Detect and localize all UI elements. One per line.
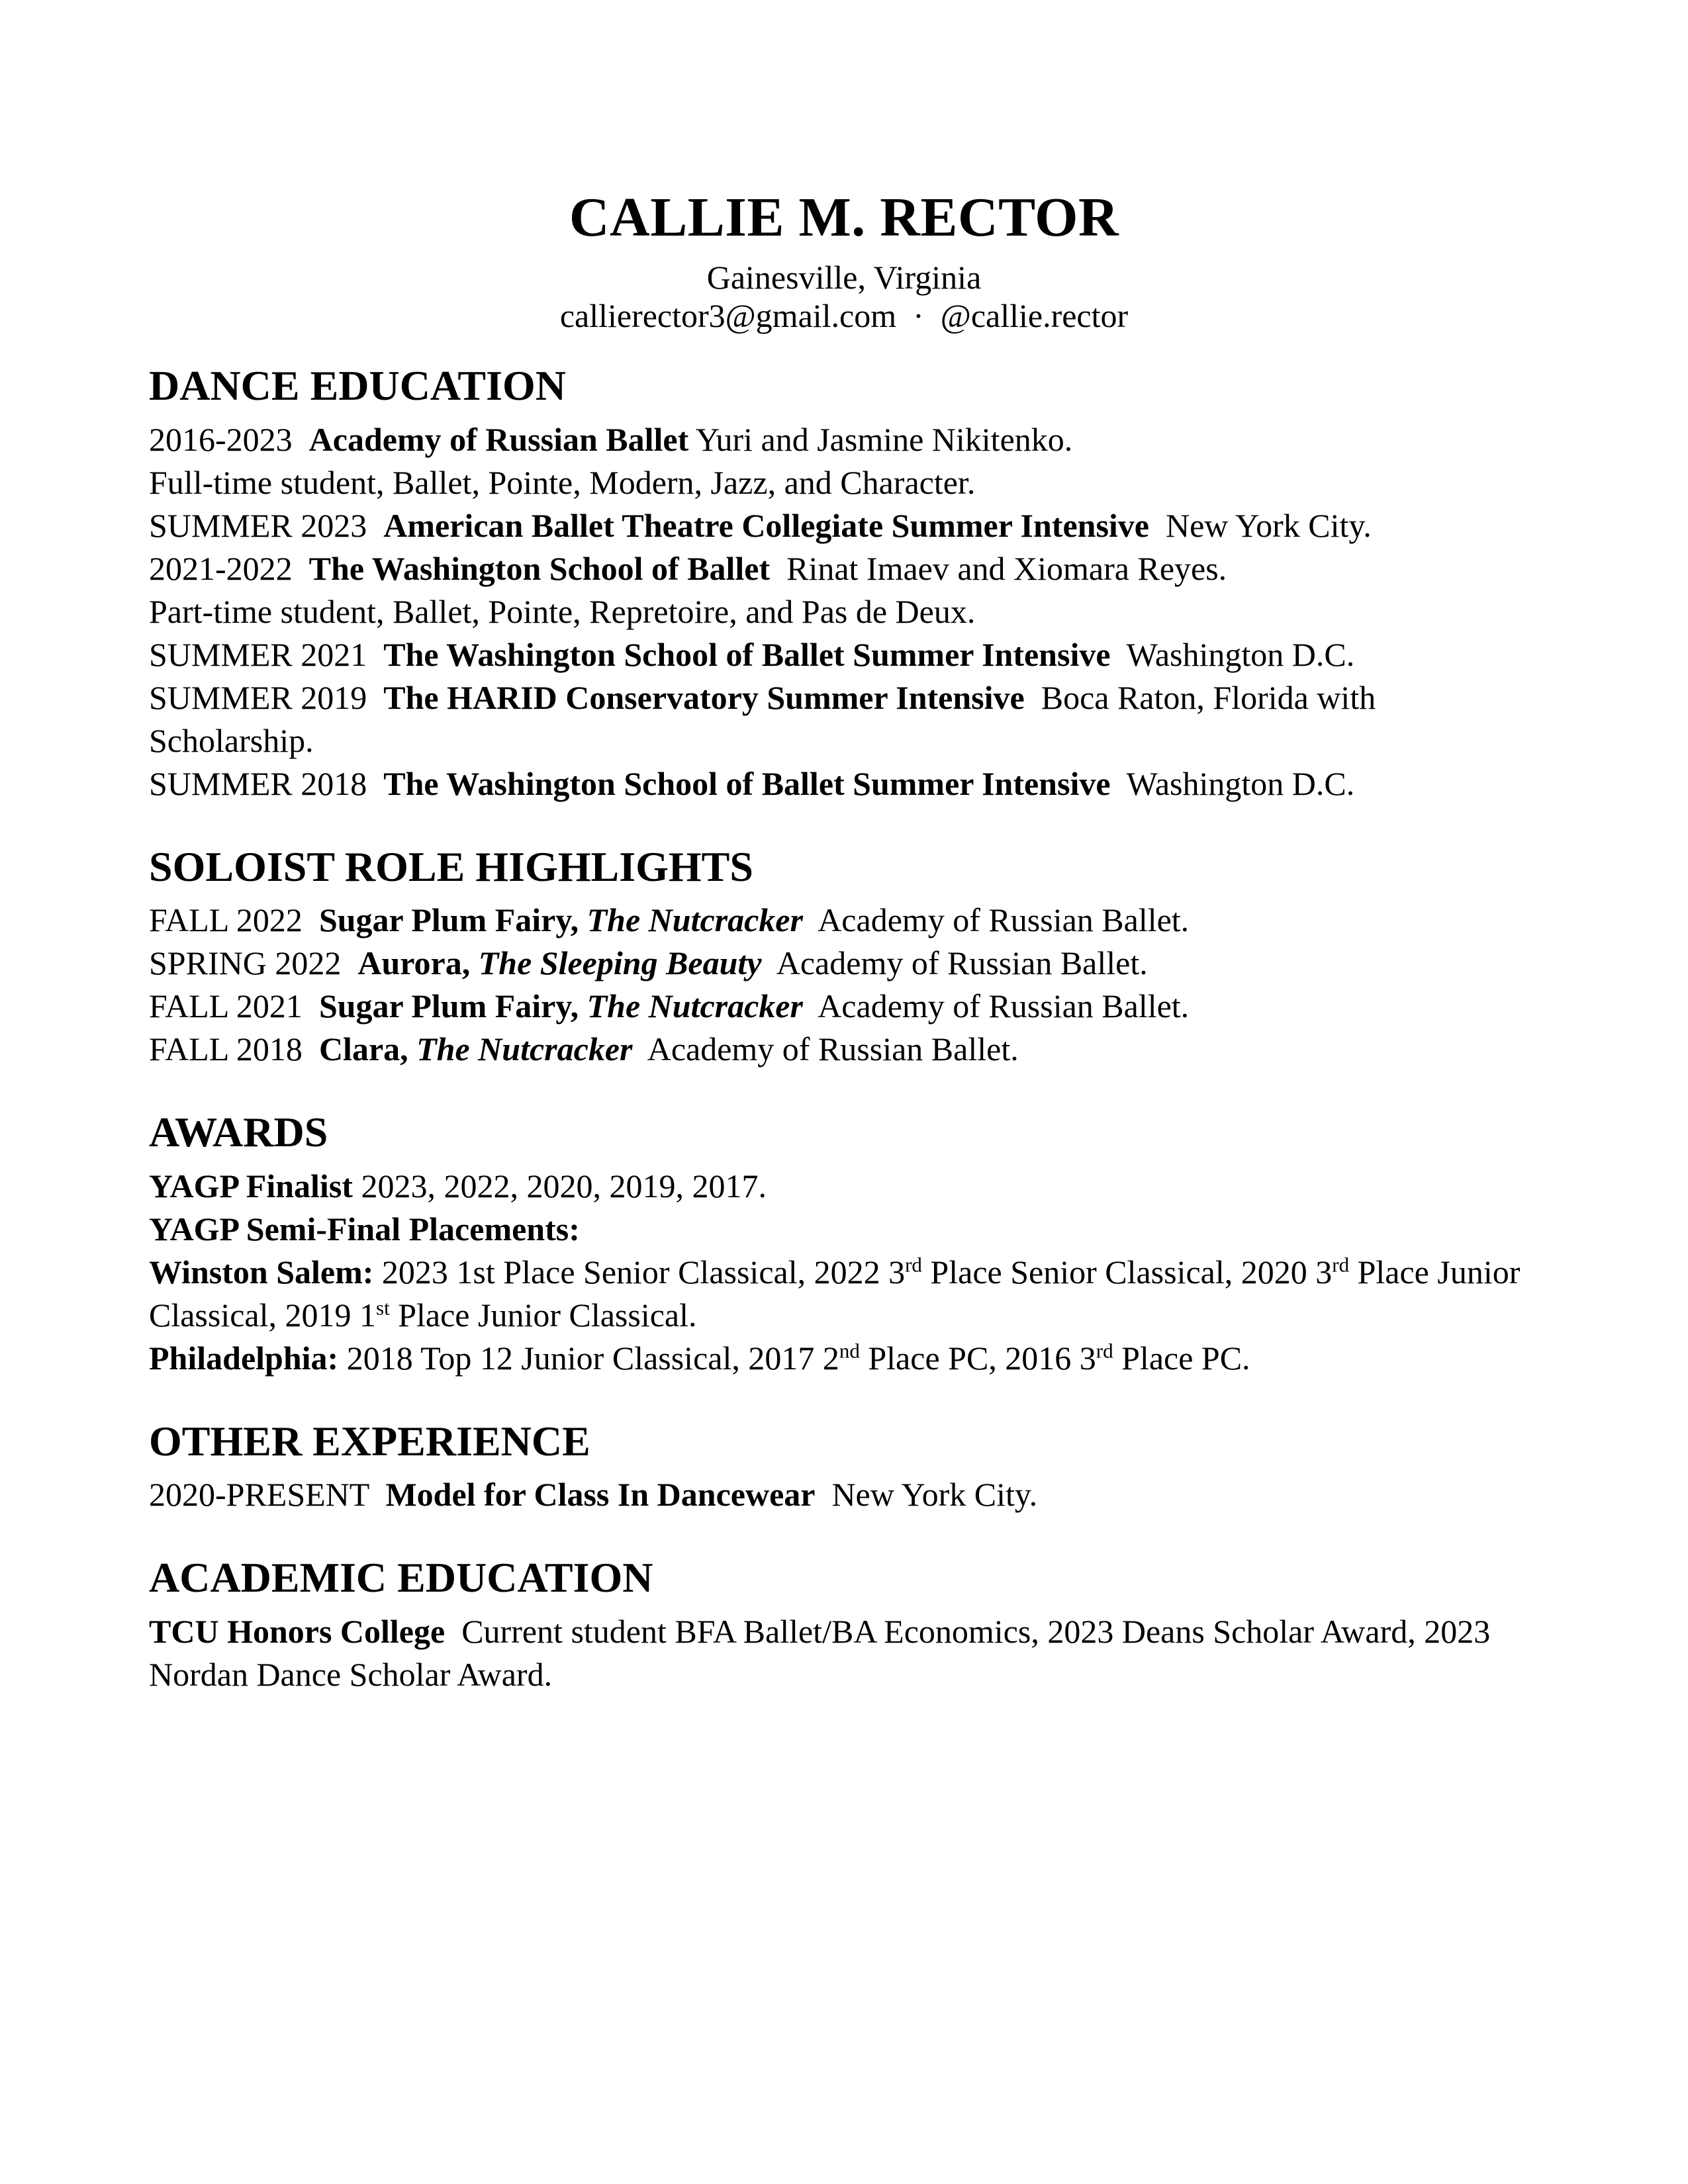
resume-line bbox=[149, 985, 1539, 1028]
text-segment: The Nutcracker bbox=[586, 901, 803, 939]
resume-line bbox=[149, 942, 1539, 985]
resume-line bbox=[149, 676, 1539, 762]
text-segment: Place Senior Classical, 2020 3 bbox=[921, 1253, 1333, 1291]
resume-line bbox=[149, 504, 1539, 547]
resume-section bbox=[149, 361, 1539, 805]
resume-line bbox=[149, 1610, 1539, 1696]
text-segment: Place Junior Classical. bbox=[389, 1296, 697, 1334]
resume-section bbox=[149, 842, 1539, 1071]
text-segment: Academy of Russian Ballet. bbox=[632, 1030, 1019, 1068]
resume-line bbox=[149, 1337, 1539, 1380]
text-segment: The Washington School of Ballet bbox=[308, 549, 771, 587]
text-segment: nd bbox=[839, 1339, 860, 1363]
text-segment: SUMMER 2023 bbox=[149, 506, 384, 544]
section-title: OTHER EXPERIENCE bbox=[149, 1417, 590, 1465]
text-segment: Sugar Plum Fairy, bbox=[318, 987, 587, 1025]
text-segment: Rinat Imaev and Xiomara Reyes. bbox=[770, 549, 1227, 587]
section-title: SOLOIST ROLE HIGHLIGHTS bbox=[149, 842, 753, 890]
text-segment: The Washington School of Ballet Summer Intensive bbox=[383, 764, 1111, 802]
text-segment: The Nutcracker bbox=[586, 987, 803, 1025]
resume-line bbox=[149, 633, 1539, 676]
text-segment: SPRING 2022 bbox=[149, 944, 358, 982]
text-segment: The Sleeping Beauty bbox=[478, 944, 762, 982]
text-segment: 2021-2022 bbox=[149, 549, 309, 587]
text-segment: Yuri and Jasmine Nikitenko. bbox=[688, 420, 1073, 458]
text-segment: rd bbox=[1332, 1253, 1350, 1277]
text-segment: The Nutcracker bbox=[416, 1030, 633, 1068]
text-segment: 2018 Top 12 Junior Classical, 2017 2 bbox=[338, 1339, 839, 1377]
text-segment: The Washington School of Ballet Summer Intensive bbox=[383, 635, 1111, 673]
resume-line bbox=[149, 762, 1539, 805]
text-segment: st bbox=[376, 1296, 390, 1320]
resume-line bbox=[149, 1165, 1539, 1208]
text-segment: FALL 2022 bbox=[149, 901, 319, 939]
text-segment: Part-time student, Ballet, Pointe, Repretoire, and Pas de Deux. bbox=[149, 592, 976, 630]
text-segment: Current student BFA Ballet/BA Economics, 2023 Deans Scholar Award, 2023 Nordan Dance Scholar Award. bbox=[149, 1613, 1499, 1694]
text-segment: Academy of Russian Ballet. bbox=[802, 901, 1190, 939]
text-segment: YAGP Semi-Final Placements: bbox=[149, 1210, 580, 1248]
section-title: AWARDS bbox=[149, 1109, 328, 1156]
resume-line bbox=[149, 590, 1539, 633]
text-segment: 2016-2023 bbox=[149, 420, 309, 458]
resume-sections bbox=[149, 361, 1539, 1696]
text-segment: Full-time student, Ballet, Pointe, Modern, Jazz, and Character. bbox=[149, 463, 976, 501]
resume-line bbox=[149, 461, 1539, 504]
text-segment: Academy of Russian Ballet bbox=[308, 420, 689, 458]
text-segment: FALL 2021 bbox=[149, 987, 319, 1025]
resume-line bbox=[149, 547, 1539, 590]
resume-line bbox=[149, 899, 1539, 942]
text-segment: Academy of Russian Ballet. bbox=[802, 987, 1190, 1025]
text-segment: Clara, bbox=[318, 1030, 417, 1068]
text-segment: American Ballet Theatre Collegiate Summer Intensive bbox=[383, 506, 1149, 544]
contact-block bbox=[149, 258, 1539, 335]
person-name: CALLIE M. RECTOR bbox=[569, 187, 1119, 248]
text-segment: TCU Honors College bbox=[149, 1613, 445, 1651]
text-segment: SUMMER 2018 bbox=[149, 764, 384, 802]
resume-line bbox=[149, 1028, 1539, 1071]
text-segment: The HARID Conservatory Summer Intensive bbox=[383, 678, 1025, 716]
text-segment: Philadelphia: bbox=[149, 1339, 339, 1377]
text-segment: Washington D.C. bbox=[1110, 635, 1355, 673]
resume-line bbox=[149, 1473, 1539, 1516]
resume-section bbox=[149, 1108, 1539, 1380]
text-segment: Academy of Russian Ballet. bbox=[761, 944, 1148, 982]
text-segment: Washington D.C. bbox=[1110, 764, 1355, 802]
resume-line bbox=[149, 1208, 1539, 1251]
text-segment: Model for Class In Dancewear bbox=[385, 1476, 816, 1514]
text-segment: Boca Raton, Florida with Scholarship. bbox=[149, 678, 1384, 759]
text-segment: rd bbox=[905, 1253, 922, 1277]
resume-section bbox=[149, 1553, 1539, 1696]
text-segment: SUMMER 2021 bbox=[149, 635, 384, 673]
text-segment: Winston Salem: bbox=[149, 1253, 374, 1291]
text-segment: 2023, 2022, 2020, 2019, 2017. bbox=[352, 1167, 767, 1205]
contact-line: callierector3@gmail.com · @callie.rector bbox=[559, 297, 1129, 335]
text-segment: New York City. bbox=[1149, 506, 1372, 544]
resume-section bbox=[149, 1417, 1539, 1517]
section-title: DANCE EDUCATION bbox=[149, 362, 566, 410]
text-segment: New York City. bbox=[815, 1476, 1038, 1514]
text-segment: 2020-PRESENT bbox=[149, 1476, 386, 1514]
text-segment: Place PC, 2016 3 bbox=[859, 1339, 1096, 1377]
text-segment: Place Junior Classical, 2019 1 bbox=[149, 1253, 1528, 1334]
text-segment: FALL 2018 bbox=[149, 1030, 319, 1068]
resume-line bbox=[149, 418, 1539, 461]
section-title: ACADEMIC EDUCATION bbox=[149, 1554, 653, 1602]
text-segment: SUMMER 2019 bbox=[149, 678, 384, 716]
text-segment: 2023 1st Place Senior Classical, 2022 3 bbox=[373, 1253, 906, 1291]
resume-header bbox=[149, 187, 1539, 335]
resume-line bbox=[149, 1251, 1539, 1337]
text-segment: YAGP Finalist bbox=[149, 1167, 353, 1205]
text-segment: Sugar Plum Fairy, bbox=[318, 901, 587, 939]
text-segment: Place PC. bbox=[1113, 1339, 1250, 1377]
text-segment: rd bbox=[1096, 1339, 1113, 1363]
text-segment: Aurora, bbox=[357, 944, 479, 982]
location-line: Gainesville, Virginia bbox=[706, 259, 982, 296]
